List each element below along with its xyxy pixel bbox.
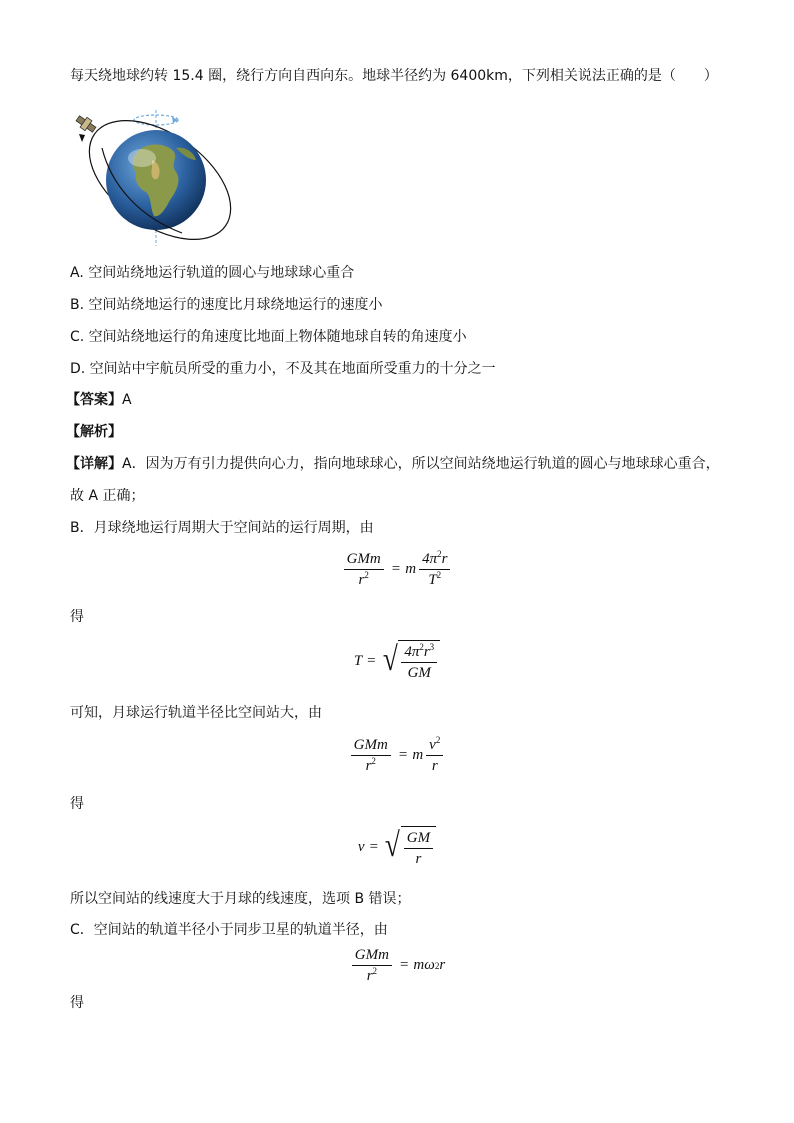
question-stem: 每天绕地球约转 15.4 圈，绕行方向自西向东。地球半径约为 6400km，下列相关说法正确的是（ ）	[70, 68, 718, 84]
formula-velocity-result: v = √ $\frac{GM}{r}$	[0, 826, 794, 868]
de-1: 得	[70, 609, 84, 625]
earth-orbit-figure	[72, 108, 242, 248]
detail-label: 【详解】	[66, 456, 122, 472]
option-d: D. 空间站中宇航员所受的重力小，不及其在地面所受重力的十分之一	[70, 361, 496, 377]
answer-value: A	[122, 392, 132, 408]
orbit-direction-icon	[79, 134, 85, 142]
option-a: A. 空间站绕地运行轨道的圆心与地球球心重合	[70, 265, 355, 281]
knowable-line: 可知，月球运行轨道半径比空间站大，由	[70, 705, 322, 721]
space-station-icon	[74, 113, 97, 134]
formula-angular-equation: $\frac{\text{GMm}}{r^2}$ = m ω 2 r	[0, 946, 794, 985]
de-2: 得	[70, 796, 84, 812]
b-conclusion: 所以空间站的线速度大于月球的线速度，选项 B 错误；	[70, 891, 411, 907]
answer-line	[66, 390, 132, 410]
option-c: C. 空间站绕地运行的角速度比地面上物体随地球自转的角速度小	[70, 329, 467, 345]
answer-label: 【答案】	[66, 392, 122, 408]
detail-b-line: B．月球绕地运行周期大于空间站的运行周期，由	[70, 520, 374, 536]
analysis-label: 【解析】	[66, 424, 122, 440]
detail-line-1: 【详解】A．因为万有引力提供向心力，指向地球球心，所以空间站绕地运行轨道的圆心与地球球心重合，	[66, 456, 720, 472]
formula-velocity-equation: $\frac{\text{GMm}}{r^2}$ = m $\frac{v^2}{r}$	[0, 736, 794, 775]
formula-period-equation: $\frac{\text{GMm}}{r^2}$ = m $\frac{4\pi^2r}{T^2}$	[0, 550, 794, 589]
detail-c-line: C．空间站的轨道半径小于同步卫星的轨道半径，由	[70, 922, 388, 938]
option-b: B. 空间站绕地运行的速度比月球绕地运行的速度小	[70, 297, 383, 313]
de-3: 得	[70, 995, 84, 1011]
formula-period-result: T = √ $\frac{4\pi^2r^3}{GM}$	[0, 640, 794, 682]
detail-line-2: 故 A 正确；	[70, 488, 145, 504]
